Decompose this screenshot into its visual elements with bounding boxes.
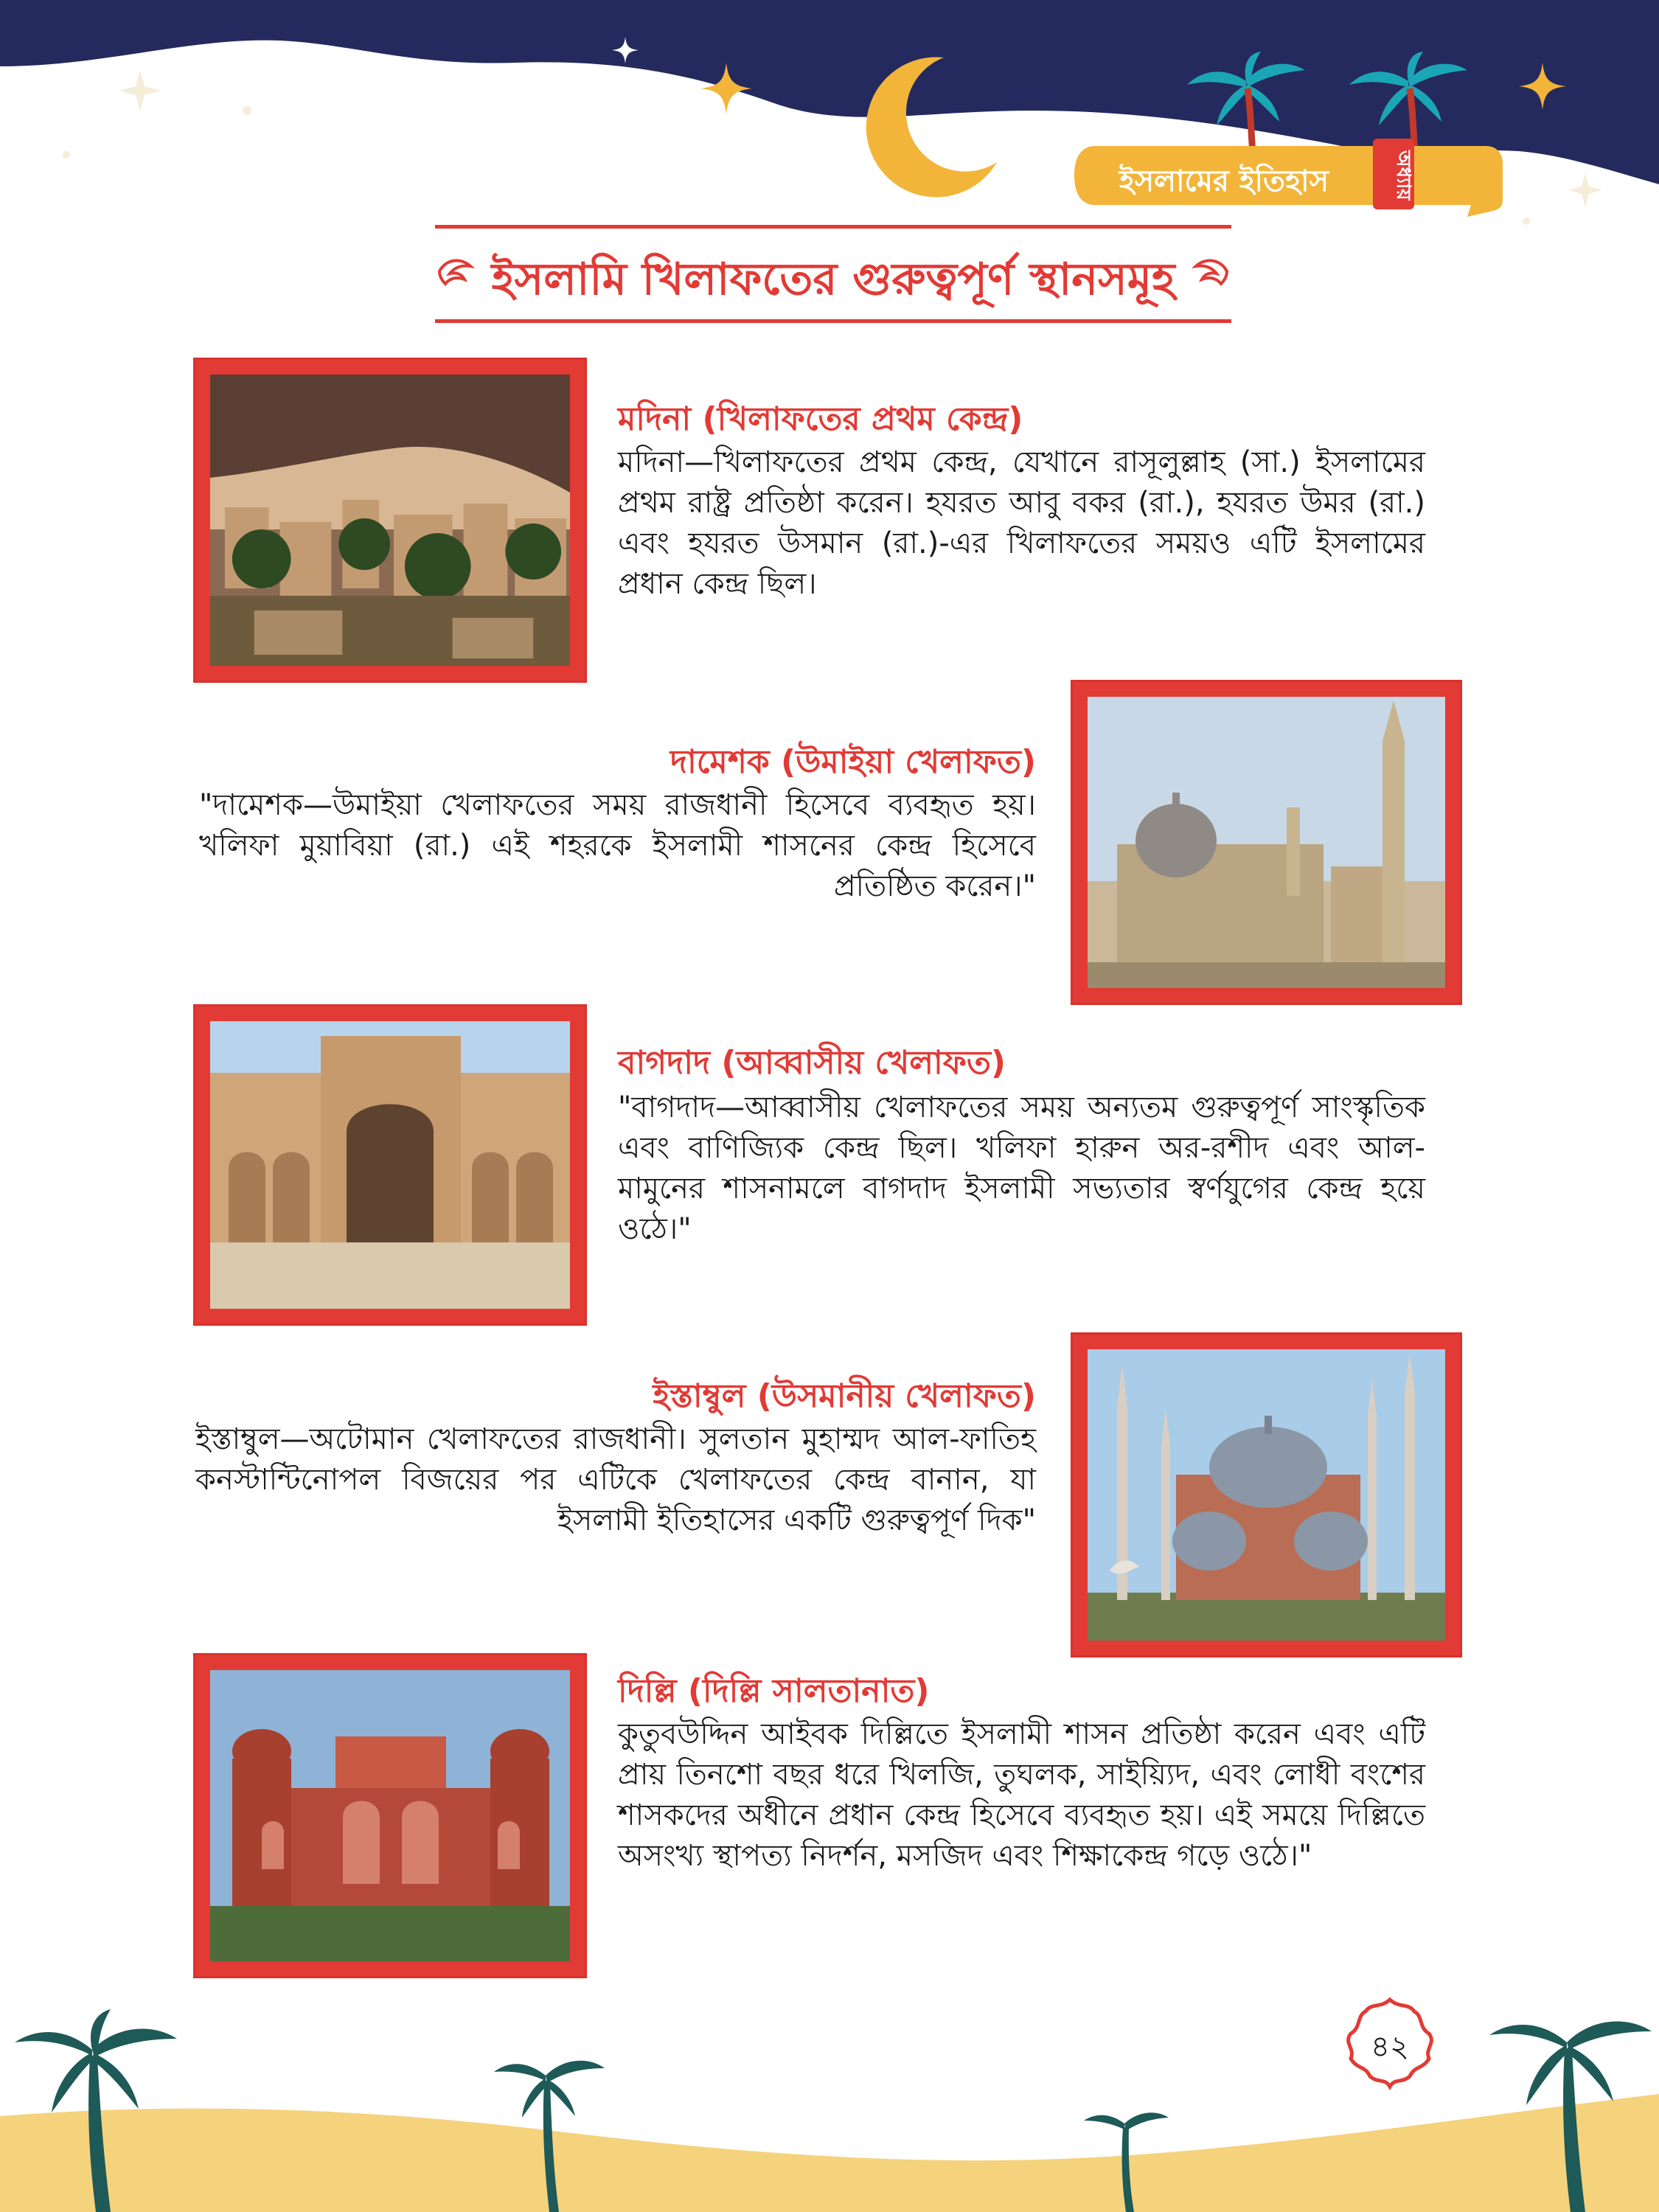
title-top-rule xyxy=(435,225,1231,229)
section-heading-damascus: দামেশক (উমাইয়া খেলাফত) xyxy=(669,743,1036,781)
star-icon xyxy=(700,63,752,114)
chapter-badge xyxy=(1077,145,1416,202)
chapter-label: ইসলামের ইতিহাস xyxy=(1119,164,1329,198)
section-heading-delhi: দিল্লি (দিল্লি সালতানাত) xyxy=(618,1672,930,1710)
ornament-right-icon xyxy=(1192,251,1231,291)
section-text-damascus: "দামেশক—উমাইয়া খেলাফতের সময় রাজধানী হিসেবে ব্যবহৃত হয়। খলিফা মুয়াবিয়া (রা.) এই শহরকে ইসলামী শাসনের কেন্দ্র হিসেবে প্রতিষ্ঠিত করেন।" xyxy=(199,788,1036,903)
section-text-medina: মদিনা—খিলাফতের প্রথম কেন্দ্র, যেখানে রাসূলুল্লাহ (সা.) ইসলামের প্রথম রাষ্ট্র প্রতিষ্ঠা করেন। হযরত আবু বকর (রা.), হযরত উমর (রা.) এবং হযরত উসমান (রা.)-এর খিলাফতের সময়ও এটি ইসলামের প্রধান কেন্দ্র ছিল। xyxy=(618,445,1425,601)
section-heading-istanbul: ইস্তাম্বুল (উসমানীয় খেলাফত) xyxy=(653,1377,1036,1415)
section-text-istanbul: ইস্তাম্বুল—অটোমান খেলাফতের রাজধানী। সুলতান মুহাম্মদ আল-ফাতিহ কনস্টান্টিনোপল বিজয়ের পর এটিকে খেলাফতের কেন্দ্র বানান, যা ইসলামী ইতিহাসের একটি গুরুত্বপূর্ণ দিক" xyxy=(195,1422,1036,1537)
chapter-side-text: অধ্যায় xyxy=(1392,150,1414,201)
page-number: ৪২ xyxy=(1371,2030,1409,2064)
hagia-sophia-photo xyxy=(1073,1335,1460,1655)
page-title: ইসলামি খিলাফতের গুরুত্বপূর্ণ স্থানসমূহ xyxy=(491,254,1175,305)
page-title-block xyxy=(435,225,1231,324)
star-icon xyxy=(1519,63,1566,110)
medina-photo xyxy=(195,360,585,681)
baghdad-palace-photo xyxy=(195,1006,585,1324)
chapter-side-label xyxy=(1373,139,1414,209)
title-bottom-rule xyxy=(435,319,1231,323)
section-text-baghdad: "বাগদাদ—আব্বাসীয় খেলাফতের সময় অন্যতম গুরুত্বপূর্ণ সাংস্কৃতিক এবং বাণিজ্যিক কেন্দ্র ছিল। খলিফা হারুন অর-রশীদ এবং আল-মামুনের শাসনামলে বাগদাদ ইসলামী সভ্যতার স্বর্ণযুগের কেন্দ্র হয়ে ওঠে।" xyxy=(618,1091,1425,1246)
crescent-moon-icon xyxy=(855,52,1003,199)
damascus-mosque-photo xyxy=(1073,682,1460,1003)
star-icon xyxy=(612,37,639,63)
red-fort-photo xyxy=(195,1655,585,1976)
section-heading-baghdad: বাগদাদ (আব্বাসীয় খেলাফত) xyxy=(618,1044,1006,1082)
page-number-badge xyxy=(1342,1995,1438,2091)
section-heading-medina: মদিনা (খিলাফতের প্রথম কেন্দ্র) xyxy=(618,400,1023,438)
section-text-delhi: কুতুবউদ্দিন আইবক দিল্লিতে ইসলামী শাসন প্রতিষ্ঠা করেন এবং এটি প্রায় তিনশো বছর ধরে খিলজি, তুঘলক, সাইয়্যিদ, এবং লোধী বংশের শাসকদের অধীনে প্রধান কেন্দ্র হিসেবে ব্যবহৃত হয়। এই সময়ে দিল্লিতে অসংখ্য স্থাপত্য নিদর্শন, মসজিদ এবং শিক্ষাকেন্দ্র গড়ে ওঠে।" xyxy=(618,1717,1425,1873)
